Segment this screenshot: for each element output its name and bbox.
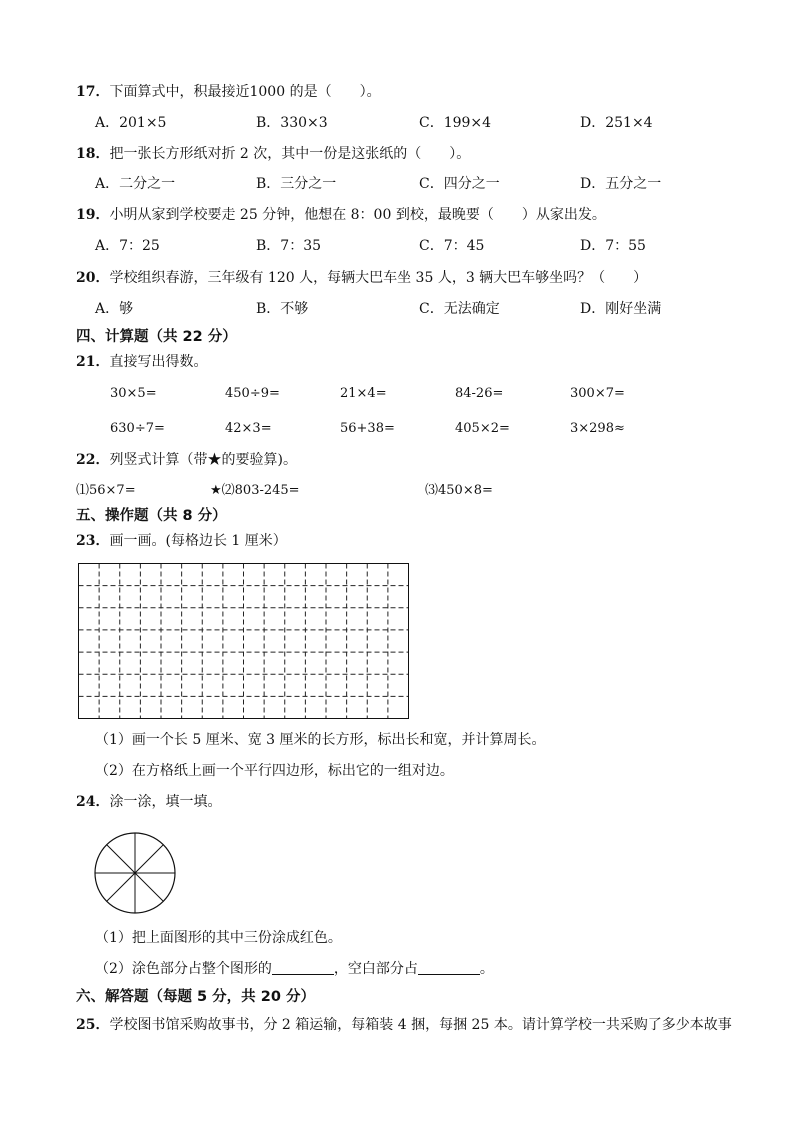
question-19: [76, 205, 606, 225]
calc-item: 30×5=: [110, 386, 157, 401]
calc-item: 630÷7=: [110, 421, 165, 436]
question-21: [76, 352, 207, 372]
question-24-sub-1: （1）把上面图形的其中三份涂成红色。: [95, 930, 342, 946]
question-text: 学校组织春游，三年级有 120 人，每辆大巴车坐 35 人，3 辆大巴车够坐吗？（ ）: [109, 270, 648, 286]
question-number: 21．: [76, 354, 110, 370]
calc-item: 42×3=: [225, 421, 272, 436]
circle-dividers: [95, 833, 175, 913]
option-d: D．251×4: [580, 115, 653, 131]
option-b: B．三分之一: [256, 176, 337, 192]
section-title-6: 六、解答题（每题 5 分，共 20 分）: [76, 989, 315, 1005]
answer-blank-blank[interactable]: [418, 960, 480, 975]
question-23-sub-2: （2）在方格纸上画一个平行四边形，标出它的一组对边。: [95, 763, 454, 779]
calc-item: 21×4=: [340, 386, 387, 401]
option-b: B．不够: [256, 301, 309, 317]
question-text: 画一画。(每格边长 1 厘米）: [109, 533, 287, 549]
question-24-sub-2: [95, 959, 494, 979]
option-d: D．7：55: [580, 238, 646, 254]
sub-2-text-b: ，空白部分占: [333, 961, 418, 977]
calc-item: ⑶450×8=: [425, 483, 493, 498]
calc-item: 300×7=: [570, 386, 625, 401]
question-number: 23．: [76, 533, 110, 549]
question-number: 20．: [76, 270, 110, 286]
option-c: C．四分之一: [419, 176, 500, 192]
question-number: 18．: [76, 146, 110, 162]
question-25: [76, 1015, 732, 1035]
question-23-sub-1: （1）画一个长 5 厘米、宽 3 厘米的长方形，标出长和宽，并计算周长。: [95, 732, 546, 748]
calc-item: ★⑵803-245=: [210, 483, 300, 498]
option-a: A．201×5: [95, 115, 167, 131]
calc-item: 84-26=: [455, 386, 504, 401]
question-text: 直接写出得数。: [109, 354, 208, 370]
question-23: [76, 531, 287, 551]
question-18: [76, 144, 470, 164]
sub-2-text-a: （2）涂色部分占整个图形的: [95, 961, 272, 977]
question-20: [76, 268, 647, 288]
calc-item: 450÷9=: [225, 386, 280, 401]
option-c: C．无法确定: [419, 301, 500, 317]
question-text: 小明从家到学校要走 25 分钟，他想在 8：00 到校，最晚要（ ）从家出发。: [109, 207, 606, 223]
question-number: 24．: [76, 794, 110, 810]
option-a: A．二分之一: [95, 176, 176, 192]
question-17: [76, 82, 381, 102]
question-text: 学校图书馆采购故事书，分 2 箱运输，每箱装 4 捆，每捆 25 本。请计算学校一共采购了多少本故事: [109, 1017, 732, 1033]
grid-lines: [79, 564, 409, 719]
option-a: A．够: [95, 301, 134, 317]
option-c: C．7：45: [419, 238, 485, 254]
calc-item: 3×298≈: [570, 421, 625, 436]
calc-item: 56+38=: [340, 421, 395, 436]
question-text: 列竖式计算（带★的要验算)。: [109, 452, 297, 468]
calc-item: ⑴56×7=: [76, 483, 136, 498]
option-a: A．7：25: [95, 238, 160, 254]
question-number: 19．: [76, 207, 110, 223]
question-text: 把一张长方形纸对折 2 次，其中一份是这张纸的（ ）。: [109, 146, 471, 162]
question-number: 17．: [76, 84, 110, 100]
question-text: 涂一涂，填一填。: [109, 794, 222, 810]
option-b: B．330×3: [256, 115, 328, 131]
calc-item: 405×2=: [455, 421, 510, 436]
sub-2-text-c: 。: [479, 961, 494, 977]
question-24: [76, 792, 221, 812]
grid-paper[interactable]: [78, 563, 410, 720]
question-text: 下面算式中，积最接近1000 的是（ ）。: [109, 84, 381, 100]
answer-blank-shaded[interactable]: [272, 960, 334, 975]
option-b: B．7：35: [256, 238, 322, 254]
question-number: 25．: [76, 1017, 110, 1033]
section-title-5: 五、操作题（共 8 分）: [76, 508, 227, 524]
option-d: D．刚好坐满: [580, 301, 662, 317]
question-22: [76, 450, 297, 470]
divided-circle[interactable]: [92, 830, 178, 916]
option-d: D．五分之一: [580, 176, 662, 192]
question-number: 22．: [76, 452, 110, 468]
option-c: C．199×4: [419, 115, 492, 131]
section-title-4: 四、计算题（共 22 分）: [76, 329, 237, 345]
